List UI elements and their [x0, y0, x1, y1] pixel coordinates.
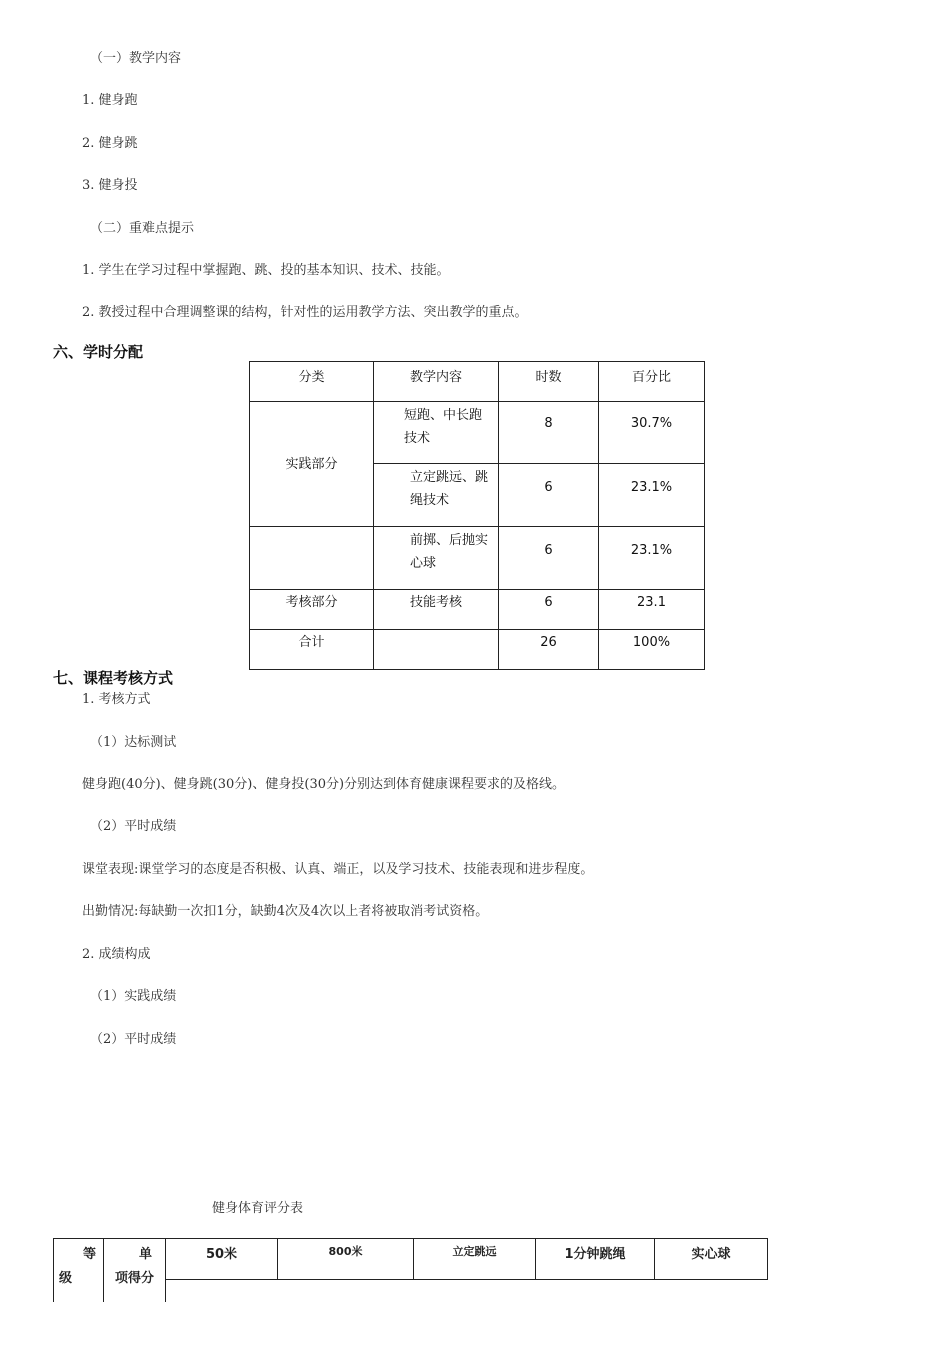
level-header-top: 等 [83, 1247, 97, 1262]
column-standing-jump: 立定跳远 [452, 1245, 497, 1258]
content-cell [374, 630, 499, 670]
table-row [250, 402, 705, 464]
column-50m: 50米 [205, 1247, 238, 1262]
assessment-line: （2）平时成绩 [90, 819, 177, 834]
percent-cell: 23.1% [599, 464, 705, 527]
teaching-content-heading: （一）教学内容 [90, 51, 182, 66]
table-border [103, 1238, 104, 1302]
score-table-title: 健身体育评分表 [212, 1201, 304, 1216]
teaching-item: 3. 健身投 [82, 178, 138, 193]
practice-category-cell: 实践部分 [250, 402, 374, 527]
assessment-line: （1）实践成绩 [90, 989, 177, 1004]
hours-cell: 8 [499, 402, 599, 464]
assessment-line: 出勤情况:每缺勤一次扣1分，缺勤4次及4次以上者将被取消考试资格。 [82, 904, 489, 919]
assessment-line: （2）平时成绩 [90, 1032, 177, 1047]
table-row [250, 630, 705, 670]
table-border [767, 1238, 768, 1280]
column-medicine-ball: 实心球 [691, 1247, 731, 1262]
hours-cell: 26 [499, 630, 599, 670]
header-content: 教学内容 [374, 362, 499, 402]
column-800m: 800米 [328, 1245, 363, 1258]
percent-cell: 23.1% [599, 527, 705, 590]
section7-title: 七、课程考核方式 [53, 669, 174, 687]
total-category-cell: 合计 [250, 630, 374, 670]
content-cell: 立定跳远、跳绳技术 [374, 464, 499, 527]
assessment-line: 2. 成绩构成 [82, 947, 151, 962]
score-header-top: 单 [139, 1247, 153, 1262]
empty-category-cell [250, 527, 374, 590]
table-row [250, 590, 705, 630]
content-cell: 短跑、中长跑技术 [374, 402, 499, 464]
key-point: 2. 教授过程中合理调整课的结构，针对性的运用教学方法、突出教学的重点。 [82, 305, 528, 320]
teaching-item: 2. 健身跳 [82, 136, 138, 151]
header-category: 分类 [250, 362, 374, 402]
content-cell: 技能考核 [374, 590, 499, 630]
assessment-line: 课堂表现:课堂学习的态度是否积极、认真、端正，以及学习技术、技能表现和进步程度。 [82, 862, 594, 877]
column-rope-skipping: 1分钟跳绳 [564, 1247, 626, 1262]
content-cell: 前掷、后抛实心球 [374, 527, 499, 590]
key-points-heading: （二）重难点提示 [90, 221, 195, 236]
hours-cell: 6 [499, 464, 599, 527]
header-hours: 时数 [499, 362, 599, 402]
header-percent: 百分比 [599, 362, 705, 402]
table-border [53, 1238, 54, 1302]
hours-cell: 6 [499, 590, 599, 630]
hours-table [249, 361, 705, 670]
assessment-line: （1）达标测试 [90, 735, 177, 750]
table-row [250, 527, 705, 590]
percent-cell: 23.1 [599, 590, 705, 630]
percent-cell: 30.7% [599, 402, 705, 464]
teaching-item: 1. 健身跑 [82, 93, 138, 108]
assessment-line: 健身跑(40分)、健身跳(30分)、健身投(30分)分别达到体育健康课程要求的及格线。 [82, 777, 566, 792]
score-header-bottom: 项得分 [115, 1271, 155, 1286]
assessment-line: 1. 考核方式 [82, 692, 151, 707]
table-border [53, 1238, 768, 1239]
table-border [165, 1279, 768, 1280]
level-header-bottom: 级 [59, 1271, 73, 1286]
exam-category-cell: 考核部分 [250, 590, 374, 630]
hours-table-header-row [250, 362, 705, 402]
hours-cell: 6 [499, 527, 599, 590]
percent-cell: 100% [599, 630, 705, 670]
score-table [53, 1238, 769, 1302]
key-point: 1. 学生在学习过程中掌握跑、跳、投的基本知识、技术、技能。 [82, 263, 450, 278]
section6-title: 六、学时分配 [53, 343, 144, 361]
